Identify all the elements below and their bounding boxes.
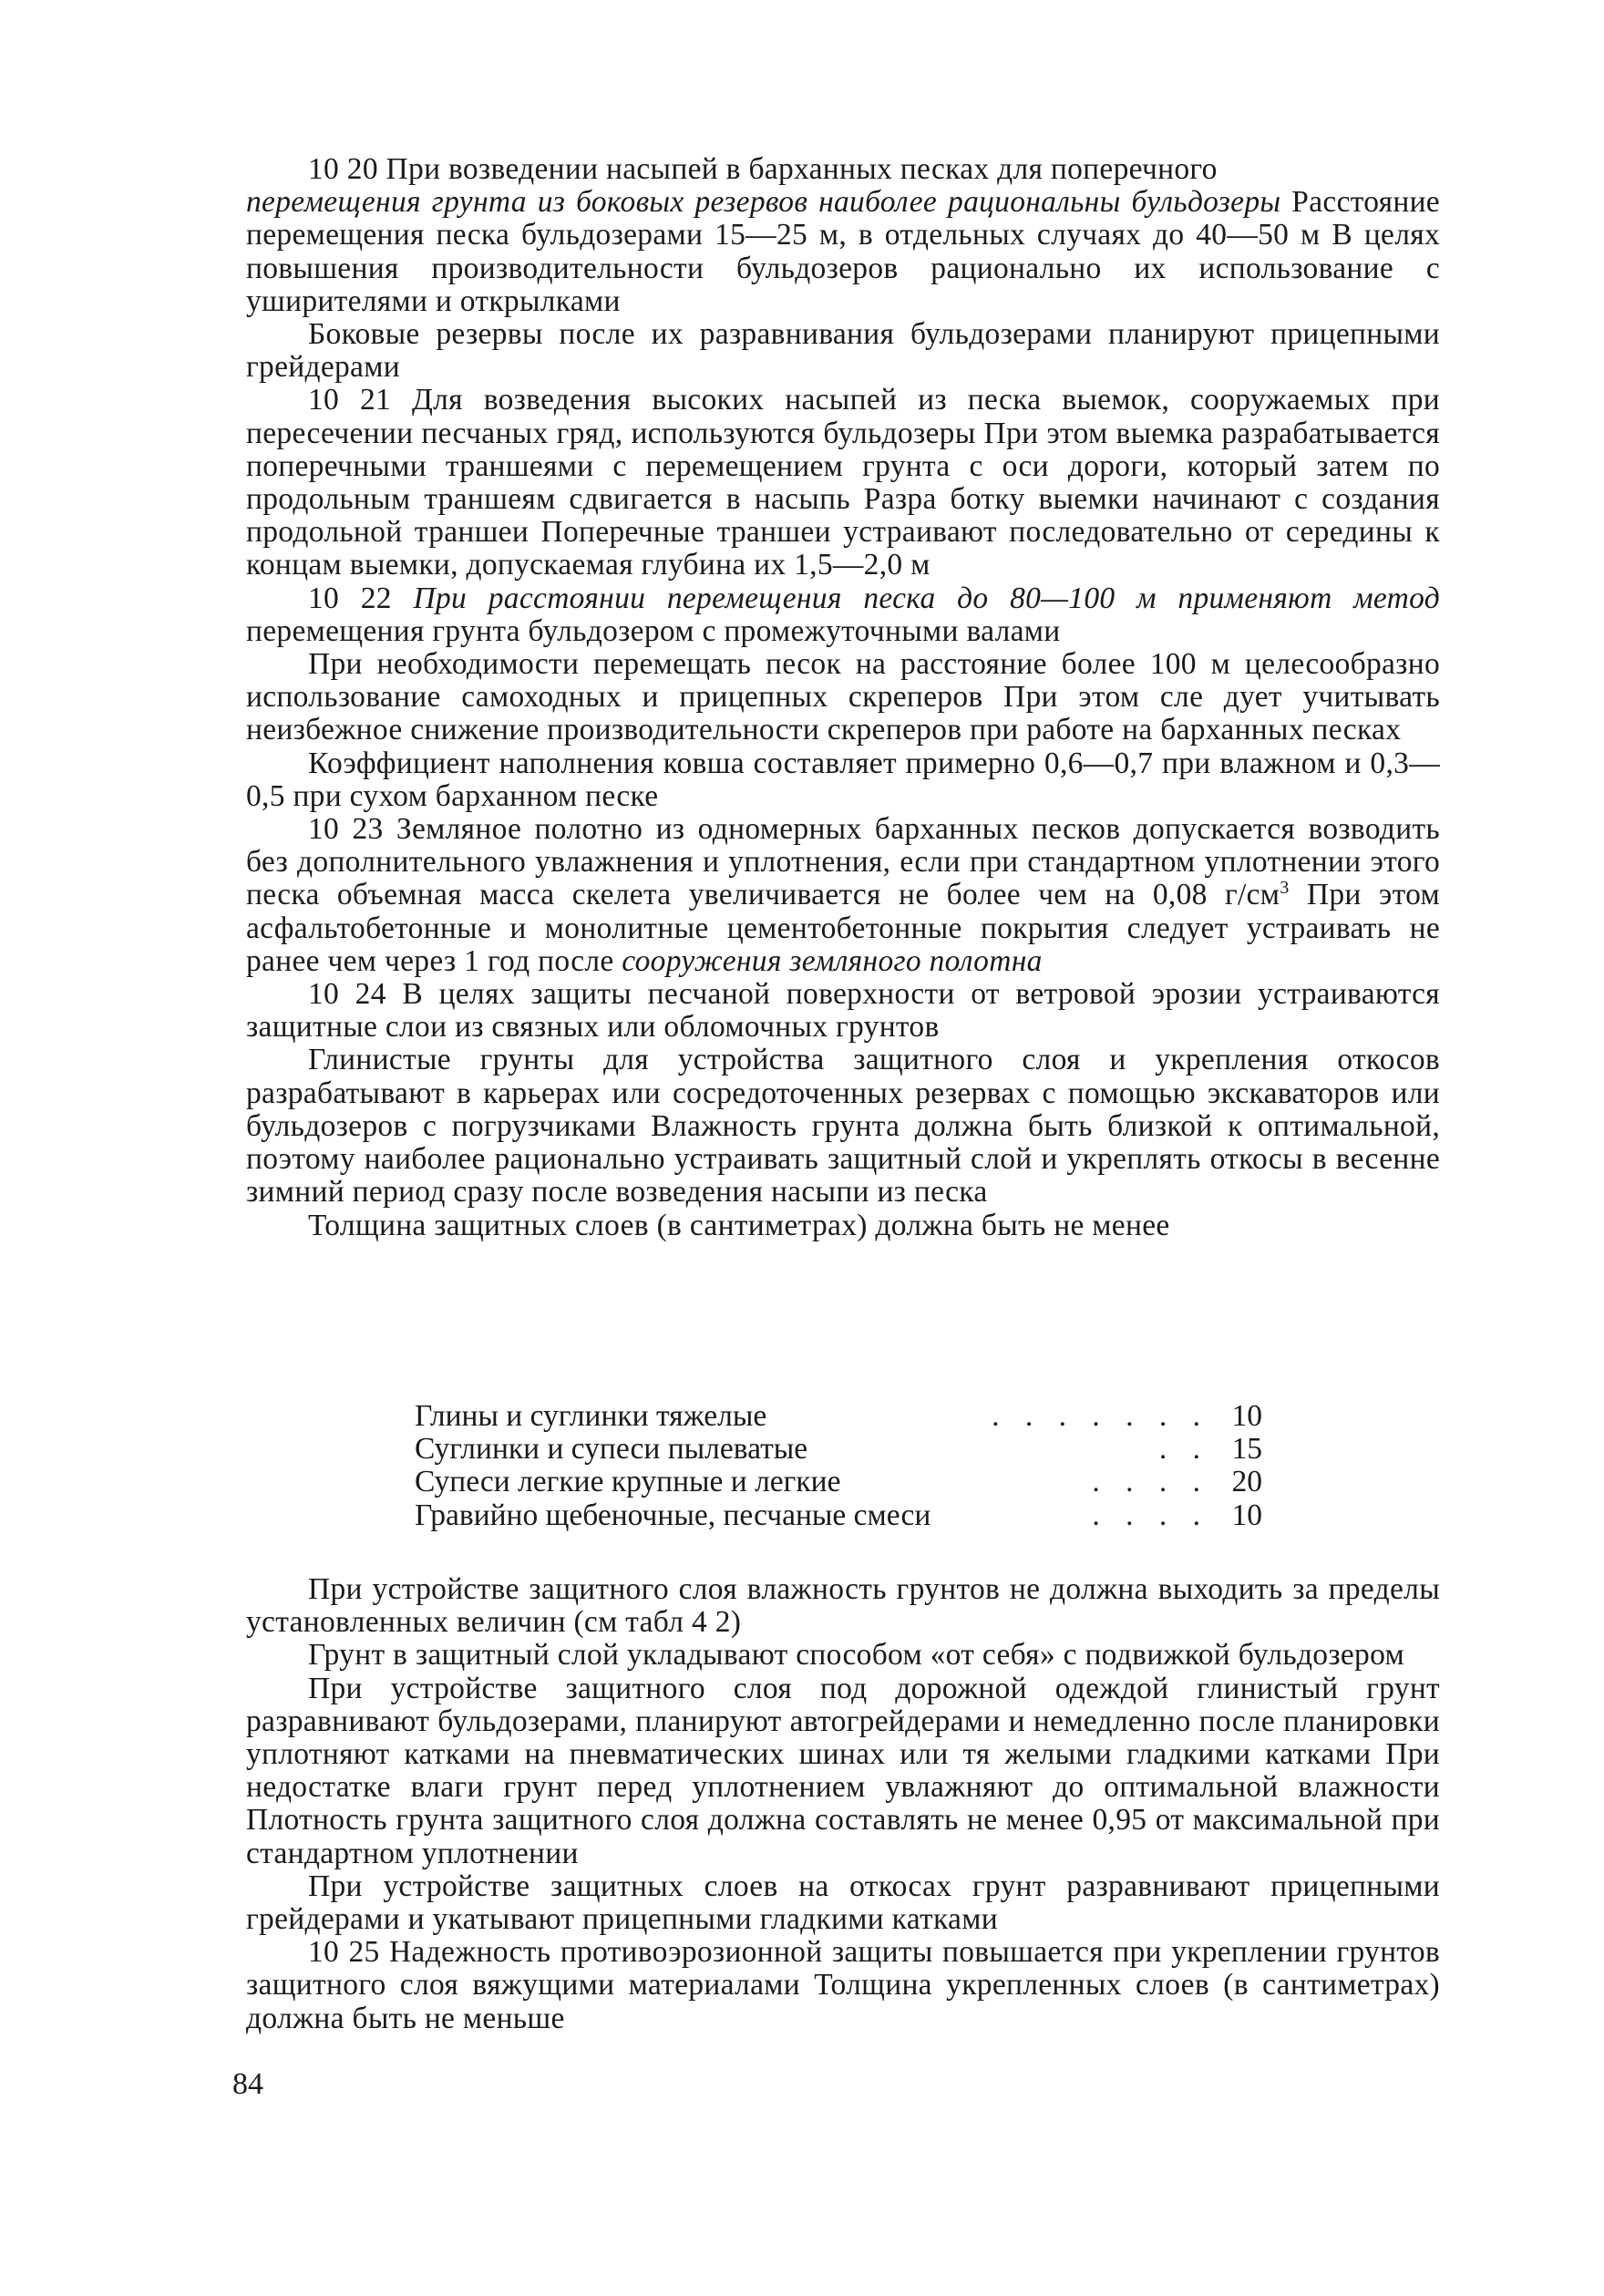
page-number: 84 <box>232 2067 263 2101</box>
table-row <box>415 1433 1262 1466</box>
paragraph: Грунт в защитный слой укладывают способом «от себя» с подвижкой бульдозером <box>308 1638 1405 1673</box>
text-block-bottom <box>246 1573 1440 2035</box>
row-dots: . . . . <box>1092 1498 1209 1532</box>
para-italic: сооружения земляного полотна <box>622 943 1043 978</box>
table-row <box>415 1400 1262 1433</box>
row-value: 10 <box>1231 1399 1262 1433</box>
superscript: 3 <box>1280 878 1290 899</box>
paragraph <box>246 582 1440 648</box>
paragraph: При устройстве защитных слоев на откосах грунт разравнивают прицепными грейдерами и укатывают прицепными гладкими катками <box>246 1869 1440 1937</box>
paragraph: Боковые резервы после их разравнивания бульдозерами планируют прицепными грейдерами <box>246 317 1440 385</box>
paragraph: При устройстве защитного слоя влажность грунтов не должна выходить за пределы установленных величин (см табл 4 2) <box>246 1572 1440 1640</box>
table-row <box>415 1499 1262 1532</box>
para-text: перемещения грунта бульдозером с промежуточными валами <box>246 613 1061 648</box>
row-name: Суглинки и супеси пылеватые <box>415 1432 808 1467</box>
row-name: Глины и суглинки тяжелые <box>415 1399 767 1433</box>
row-value: 20 <box>1231 1465 1262 1499</box>
paragraph: Глинистые грунты для устройства защитного слоя и укрепления откосов разрабатывают в карьерах или сосредоточенных резервах с помощью экскаваторов или бульдозеров с погрузчиками Влажность грунта должна быть близкой к оптимальной, поэтому наиболее рационально устраивать защитный слой и укреплять откосы в весенне зимний период сразу после возведения насыпи из песка <box>246 1043 1440 1210</box>
para-text: Расстояние перемещения песка бульдозерами 15—25 м, в отдельных случаях до 40—50 м В целях повышения производительности бульдозеров рационально их использование с уширителями и открылками <box>246 185 1440 318</box>
paragraph <box>246 813 1440 978</box>
paragraph: При устройстве защитного слоя под дорожной одеждой глинистый грунт разравнивают бульдозерами, планируют автогрейдерами и немедленно после планировки уплотняют катками на пневматических шинах или тя желыми гладкими катками При недостатке влаги грунт перед уплотнением увлажняют до оптимальной влажности Плотность грунта защитного слоя должна составлять не менее 0,95 от максимальной при стандартном уплотнении <box>246 1671 1440 1870</box>
text-block-top <box>246 153 1440 1242</box>
thickness-table <box>415 1400 1262 1532</box>
paragraph: 10 25 Надежность противоэрозионной защиты повышается при укреплении грунтов защитного слоя вяжущими материалами Толщина укрепленных слоев (в сантиметрах) должна быть не меньше <box>246 1935 1440 2035</box>
row-name: Гравийно щебеночные, песчаные смеси <box>415 1498 931 1532</box>
paragraph: 10 24 В целях защиты песчаной поверхности от ветровой эрозии устраиваются защитные слои из связных или обломочных грунтов <box>246 977 1440 1045</box>
paragraph: Коэффициент наполнения ковша составляет примерно 0,6—0,7 при влажном и 0,3—0,5 при сухом барханном песке <box>246 746 1440 813</box>
para-text: 10 23 Земляное полотно из одномерных барханных песков допускается возводить без дополнительного увлажнения и уплотнения, если при стандартном уплотнении этого песка объемная масса скелета увеличивается не более чем на 0,08 г/см <box>246 812 1440 912</box>
para-italic: При расстоянии перемещения песка до 80—100 м применяют метод <box>413 581 1440 615</box>
row-dots: . . <box>1158 1433 1209 1467</box>
row-value: 15 <box>1231 1432 1262 1467</box>
para-text: При этом асфальтобетонные и монолитные цементобетонные покрытия следует устраивать не ранее чем через 1 год после <box>246 878 1440 978</box>
paragraph <box>246 153 1440 318</box>
row-name: Супеси легкие крупные и легкие <box>415 1465 841 1499</box>
paragraph: Толщина защитных слоев (в сантиметрах) должна быть не менее <box>308 1208 1170 1242</box>
row-value: 10 <box>1231 1498 1262 1532</box>
para-italic: перемещения грунта из боковых резервов наиболее рациональны бульдозеры <box>246 185 1281 220</box>
para-text: 10 20 При возведении насыпей в барханных песках для поперечного <box>308 152 1218 186</box>
para-text: 10 22 <box>308 581 392 615</box>
table-row <box>415 1466 1262 1498</box>
paragraph: 10 21 Для возведения высоких насыпей из песка выемок, сооружаемых при пересечении песчаных гряд, используются бульдозеры При этом выемка разрабатывается поперечными траншеями с перемещением грунта с оси дороги, который затем по продольным траншеям сдвигается в насыпь Разра ботку выемки начинают с создания продольной траншеи Поперечные траншеи устраивают последовательно от середины к концам выемки, допускаемая глубина их 1,5—2,0 м <box>246 383 1440 582</box>
paragraph: При необходимости перемещать песок на расстояние более 100 м целесообразно использование самоходных и прицепных скреперов При этом сле дует учитывать неизбежное снижение производительности скреперов при работе на барханных песках <box>246 647 1440 747</box>
row-dots: . . . . . . . <box>992 1400 1209 1433</box>
row-dots: . . . . <box>1092 1466 1209 1499</box>
